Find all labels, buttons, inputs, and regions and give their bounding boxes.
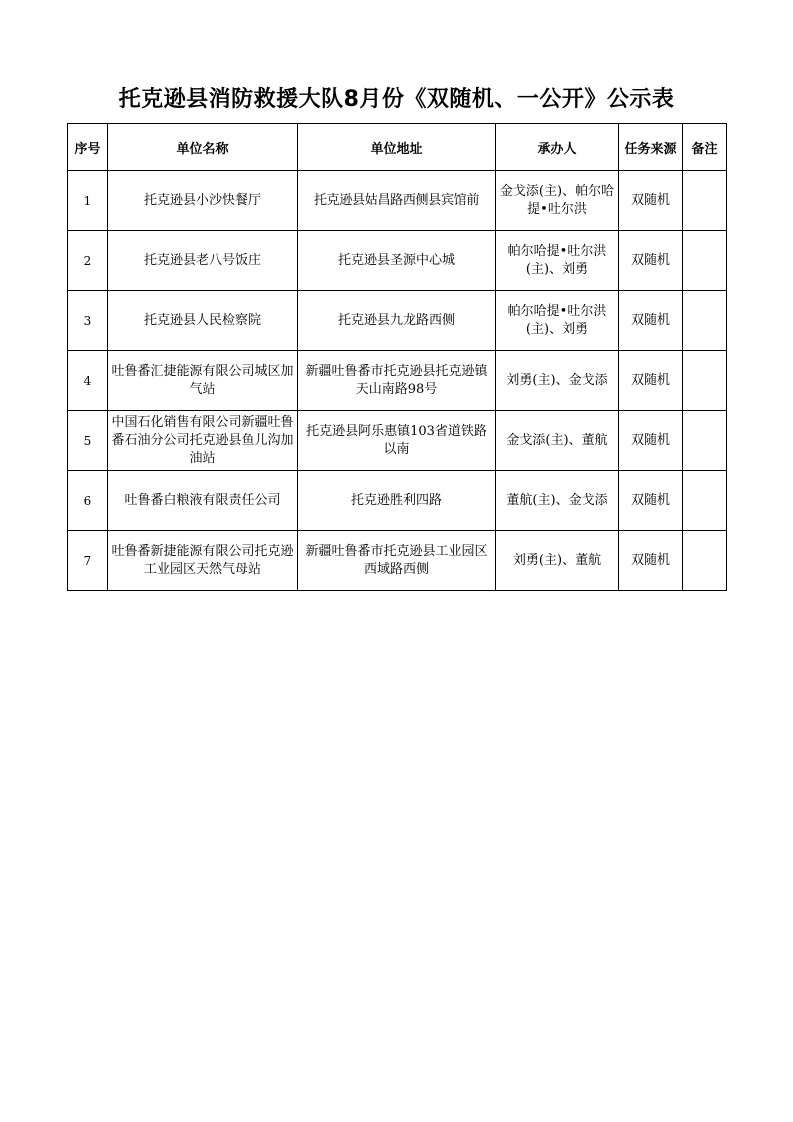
- cell-remarks: [683, 411, 727, 471]
- table-header-row: [68, 124, 727, 171]
- cell-seq: 7: [68, 531, 108, 591]
- cell-handler: 金戈添(主)、帕尔哈提•吐尔洪: [496, 171, 619, 231]
- cell-seq: 1: [68, 171, 108, 231]
- header-task-source: 任务来源: [619, 124, 683, 171]
- cell-seq: 3: [68, 291, 108, 351]
- header-unit-name: 单位名称: [108, 124, 298, 171]
- cell-unit-address: 托克逊县姑昌路西侧县宾馆前: [298, 171, 496, 231]
- cell-unit-address: 新疆吐鲁番市托克逊县托克逊镇天山南路98号: [298, 351, 496, 411]
- table-row: [68, 291, 727, 351]
- cell-remarks: [683, 531, 727, 591]
- cell-seq: 4: [68, 351, 108, 411]
- publicity-table: [67, 123, 727, 591]
- page-title: 托克逊县消防救援大队8月份《双随机、一公开》公示表: [118, 87, 675, 112]
- cell-remarks: [683, 291, 727, 351]
- cell-unit-name: 中国石化销售有限公司新疆吐鲁番石油分公司托克逊县鱼儿沟加油站: [108, 411, 298, 471]
- cell-handler: 帕尔哈提•吐尔洪(主)、刘勇: [496, 291, 619, 351]
- cell-task-source: 双随机: [619, 351, 683, 411]
- cell-unit-name: 托克逊县老八号饭庄: [108, 231, 298, 291]
- cell-seq: 5: [68, 411, 108, 471]
- cell-unit-address: 托克逊县圣源中心城: [298, 231, 496, 291]
- cell-seq: 6: [68, 471, 108, 531]
- cell-task-source: 双随机: [619, 291, 683, 351]
- cell-seq: 2: [68, 231, 108, 291]
- cell-task-source: 双随机: [619, 231, 683, 291]
- cell-unit-address: 托克逊县阿乐惠镇103省道铁路以南: [298, 411, 496, 471]
- cell-unit-address: 托克逊县九龙路西侧: [298, 291, 496, 351]
- cell-handler: 帕尔哈提•吐尔洪(主)、刘勇: [496, 231, 619, 291]
- cell-unit-name: 吐鲁番新捷能源有限公司托克逊工业园区天然气母站: [108, 531, 298, 591]
- cell-unit-name: 吐鲁番白粮液有限责任公司: [108, 471, 298, 531]
- cell-remarks: [683, 231, 727, 291]
- cell-task-source: 双随机: [619, 411, 683, 471]
- table-row: [68, 411, 727, 471]
- table-row: [68, 471, 727, 531]
- cell-remarks: [683, 351, 727, 411]
- cell-unit-name: 托克逊县人民检察院: [108, 291, 298, 351]
- cell-handler: 董航(主)、金戈添: [496, 471, 619, 531]
- table-row: [68, 231, 727, 291]
- cell-handler: 刘勇(主)、金戈添: [496, 351, 619, 411]
- cell-handler: 刘勇(主)、董航: [496, 531, 619, 591]
- cell-task-source: 双随机: [619, 471, 683, 531]
- table-row: [68, 171, 727, 231]
- cell-unit-address: 托克逊胜利四路: [298, 471, 496, 531]
- cell-handler: 金戈添(主)、董航: [496, 411, 619, 471]
- cell-unit-name: 吐鲁番汇捷能源有限公司城区加气站: [108, 351, 298, 411]
- table-row: [68, 351, 727, 411]
- header-remarks: 备注: [683, 124, 727, 171]
- cell-task-source: 双随机: [619, 531, 683, 591]
- header-unit-address: 单位地址: [298, 124, 496, 171]
- cell-task-source: 双随机: [619, 171, 683, 231]
- header-seq: 序号: [68, 124, 108, 171]
- cell-remarks: [683, 171, 727, 231]
- cell-unit-name: 托克逊县小沙快餐厅: [108, 171, 298, 231]
- header-handler: 承办人: [496, 124, 619, 171]
- table-row: [68, 531, 727, 591]
- cell-remarks: [683, 471, 727, 531]
- cell-unit-address: 新疆吐鲁番市托克逊县工业园区西域路西侧: [298, 531, 496, 591]
